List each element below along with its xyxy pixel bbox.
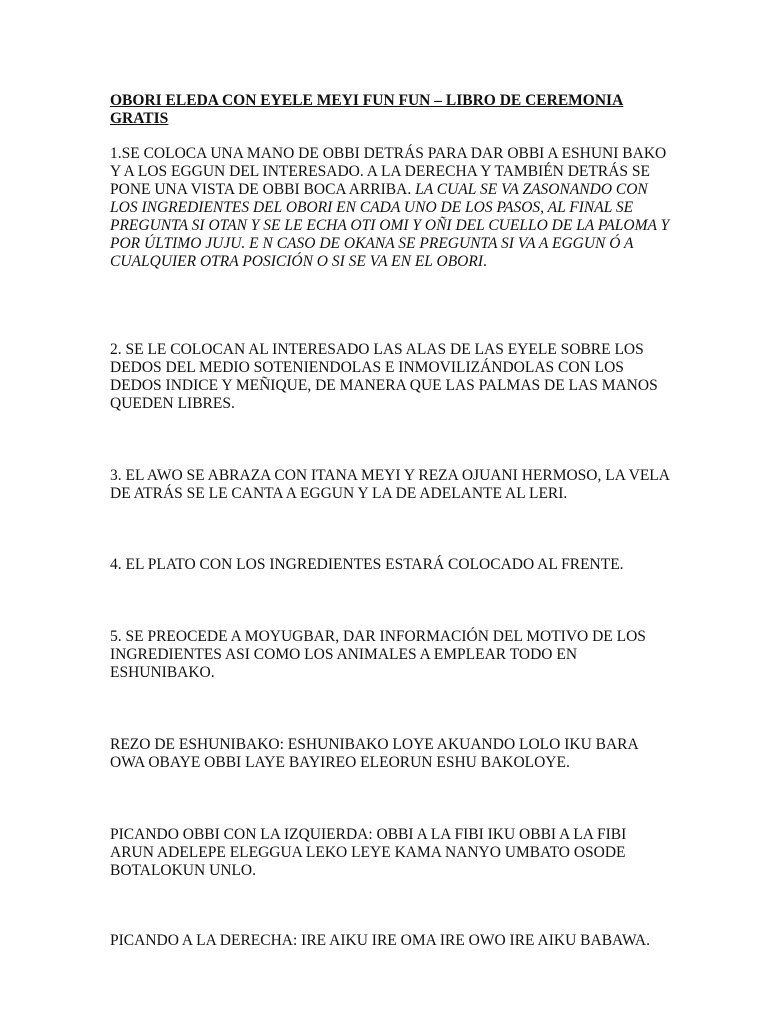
step-1-paragraph bbox=[110, 145, 670, 271]
document-title bbox=[110, 92, 670, 128]
rezo-eshunibako-paragraph: REZO DE ESHUNIBAKO: ESHUNIBAKO LOYE AKUANDO LOLO IKU BARA OWA OBAYE OBBI LAYE BAYIREO ELEORUN ESHU BAKOLOYE. bbox=[110, 736, 638, 771]
step-1-italic-text: LA CUAL SE VA ZASONANDO CON LOS INGREDIENTES DEL OBORI EN CADA UNO DE LOS PASOS, AL FINAL SE PREGUNTA SI OTAN Y SE LE ECHA OTI OMI Y OÑI DEL CUELLO DE LA PALOMA Y POR ÚLTIMO JUJU. E N CASO DE OKANA SE PREGUNTA SI VA A EGGUN Ó A CUALQUIER OTRA POSICIÓN O SI SE VA EN EL OBORI bbox=[110, 181, 670, 270]
picando-derecha-paragraph: PICANDO A LA DERECHA: IRE AIKU IRE OMA IRE OWO IRE AIKU BABAWA. bbox=[110, 932, 650, 949]
step-5-paragraph: 5. SE PREOCEDE A MOYUGBAR, DAR INFORMACIÓN DEL MOTIVO DE LOS INGREDIENTES ASI COMO LOS ANIMALES A EMPLEAR TODO EN ESHUNIBAKO. bbox=[110, 628, 646, 681]
step-1-text: 1.SE COLOCA UNA MANO DE OBBI DETRÁS PARA DAR OBBI A ESHUNI BAKO Y A LOS EGGUN DEL INTERESADO. A LA DERECHA Y TAMBIÉN DETRÁS SE PONE UNA VISTA DE OBBI BOCA ARRIBA. bbox=[110, 145, 667, 198]
step-3-paragraph: 3. EL AWO SE ABRAZA CON ITANA MEYI Y REZA OJUANI HERMOSO, LA VELA DE ATRÁS SE LE CANTA A EGGUN Y LA DE ADELANTE AL LERI. bbox=[110, 467, 670, 502]
title-line-1: OBORI ELEDA CON EYELE MEYI FUN FUN – LIBRO DE CEREMONIA bbox=[110, 92, 624, 109]
step-4-paragraph: 4. EL PLATO CON LOS INGREDIENTES ESTARÁ COLOCADO AL FRENTE. bbox=[110, 556, 624, 573]
picando-izquierda-paragraph: PICANDO OBBI CON LA IZQUIERDA: OBBI A LA FIBI IKU OBBI A LA FIBI ARUN ADELEPE ELEGGUA LEKO LEYE KAMA NANYO UMBATO OSODE BOTALOKUN UNLO. bbox=[110, 826, 627, 879]
step-2-paragraph: 2. SE LE COLOCAN AL INTERESADO LAS ALAS DE LAS EYELE SOBRE LOS DEDOS DEL MEDIO SOTENIENDOLAS E INMOVILIZÁNDOLAS CON LOS DEDOS INDICE Y MEÑIQUE, DE MANERA QUE LAS PALMAS DE LAS MANOS QUEDEN LIBRES. bbox=[110, 341, 658, 412]
title-line-2: GRATIS bbox=[110, 110, 169, 127]
step-1-tail: . bbox=[482, 253, 487, 270]
